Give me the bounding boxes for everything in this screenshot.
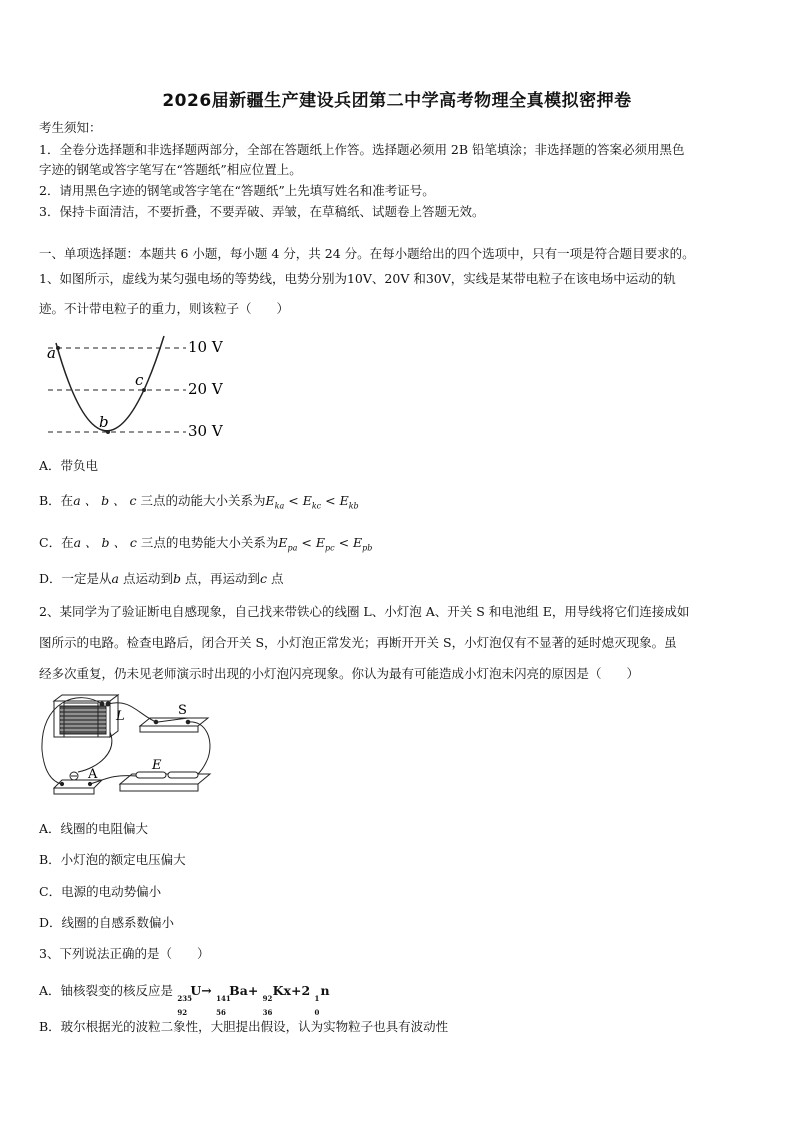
switch-S (140, 718, 208, 732)
q2-stem-line3: 经多次重复，仍未见老师演示时出现的小灯泡闪亮现象。你认为最有可能造成小灯泡未闪亮的原因是（ ） (39, 666, 640, 681)
q1-stem-line1: 1、如图所示，虚线为某匀强电场的等势线，电势分别为10V、20V 和30V，实线是某带电粒子在该电场中运动的轨 (39, 271, 676, 286)
level-10v: 10 V (188, 338, 223, 356)
q1-option-a: A．带负电 (39, 458, 99, 473)
q2-option-c: C．电源的电动势偏小 (39, 884, 162, 899)
label-b: b (99, 413, 109, 431)
q3-stem: 3、下列说法正确的是（ ） (39, 946, 210, 961)
notice-item: 1．全卷分选择题和非选择题两部分，全部在答题纸上作答。选择题必须用 2B 铅笔填涂；非选择题的答案必须用黑色 (39, 142, 685, 157)
label-E: E (152, 758, 162, 773)
q1-option-b: B．在a 、 b 、 c 三点的动能大小关系为$E_{ka} < E_{kc} < E_{kb}$ (39, 493, 359, 511)
notice-heading: 考生须知： (39, 120, 102, 135)
particle-trajectory (56, 336, 164, 431)
q1-option-c: C．在a 、 b 、 c 三点的电势能大小关系为$E_{pa} < E_{pc} < E_{pb}$ (39, 535, 373, 553)
level-20v: 20 V (188, 380, 223, 398)
label-A: A (88, 767, 98, 782)
q2-option-a: A．线圈的电阻偏大 (39, 821, 149, 836)
label-a: a (47, 344, 56, 362)
notice-item: 2．请用黑色字迹的钢笔或答字笔在“答题纸”上先填写姓名和准考证号。 (39, 183, 435, 198)
q2-option-d: D．线圈的自感系数偏小 (39, 915, 175, 930)
section-heading: 一、单项选择题：本题共 6 小题，每小题 4 分，共 24 分。在每小题给出的四个选项中，只有一项是符合题目要求的。 (39, 246, 695, 261)
label-S: S (178, 703, 187, 718)
notice-item: 3．保持卡面清洁，不要折叠，不要弄破、弄皱，在草稿纸、试题卷上答题无效。 (39, 204, 485, 219)
q3-option-a: A．铀核裂变的核反应是 235 92 U→ 141 56 Ba+ 92 36 Kx+2 1 0 n (39, 983, 330, 1017)
q2-option-b: B．小灯泡的额定电压偏大 (39, 852, 186, 867)
label-c: c (135, 371, 144, 389)
notice-item: 字迹的钢笔或答字笔写在“答题纸”相应位置上。 (39, 162, 302, 177)
circuit-figure (38, 692, 218, 802)
point-a (56, 346, 60, 350)
coil-L (54, 695, 118, 737)
battery-E (120, 772, 210, 791)
equipotential-figure (40, 334, 240, 444)
label-L: L (116, 709, 125, 724)
q2-stem-line2: 图所示的电路。检查电路后，闭合开关 S，小灯泡正常发光；再断开开关 S，小灯泡仅有不显著的延时熄灭现象。虽 (39, 635, 677, 650)
level-30v: 30 V (188, 422, 223, 440)
q1-option-d: D．一定是从a 点运动到b 点，再运动到c 点 (39, 571, 284, 586)
page-title: 2026届新疆生产建设兵团第二中学高考物理全真模拟密押卷 (162, 91, 632, 111)
q1-stem-line2: 迹。不计带电粒子的重力，则该粒子（ ） (39, 301, 290, 316)
q3-option-b: B．玻尔根据光的波粒二象性，大胆提出假设，认为实物粒子也具有波动性 (39, 1019, 449, 1034)
q2-stem-line1: 2、某同学为了验证断电自感现象，自己找来带铁心的线圈 L、小灯泡 A、开关 S 和电池组 E，用导线将它们连接成如 (39, 604, 690, 619)
